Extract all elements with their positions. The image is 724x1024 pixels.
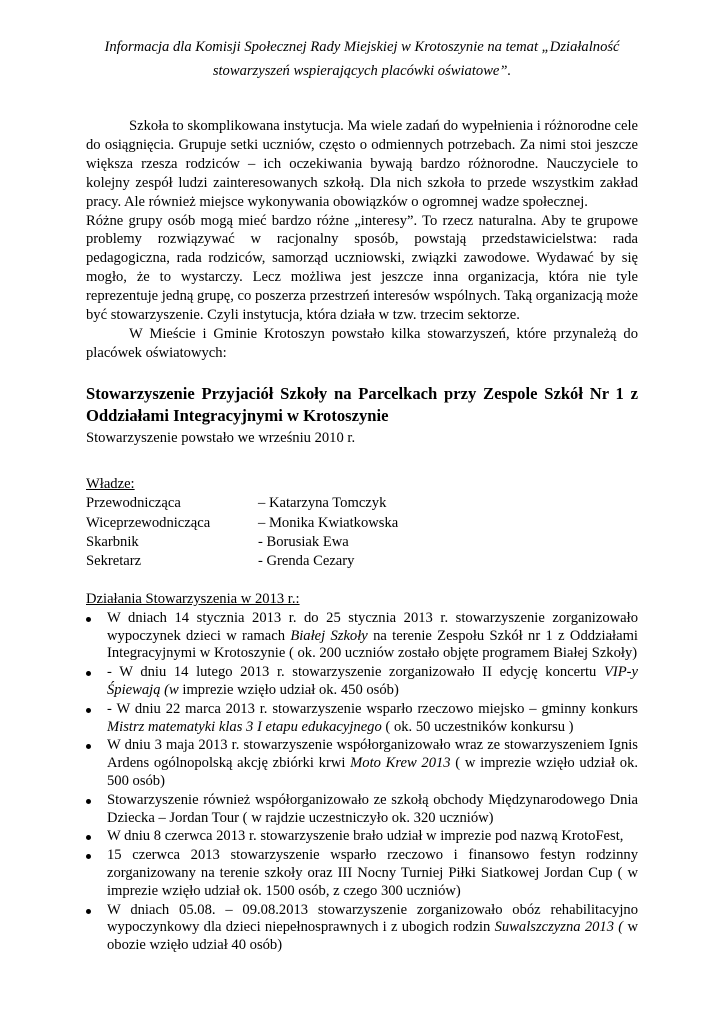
list-item bbox=[86, 664, 638, 700]
item-text: W dniu 8 czerwca 2013 r. stowarzyszenie brało udział w imprezie pod nazwą KrotoFest, bbox=[107, 828, 624, 845]
bullet-icon bbox=[86, 854, 91, 859]
authority-name: – Katarzyna Tomczyk bbox=[258, 495, 387, 512]
authority-row bbox=[86, 514, 398, 533]
item-text: - W dniu 22 marca 2013 r. stowarzyszenie wsparło rzeczowo miejsko – gminny konkurs bbox=[107, 700, 638, 717]
item-italic-text: Białej Szkoły bbox=[290, 627, 368, 644]
activities-list bbox=[86, 610, 638, 955]
list-item bbox=[86, 737, 638, 790]
item-text: W dniach 14 stycznia 2013 r. do 25 stycznia 2013 r. stowarzyszenie zorganizowało wypoczynek dzieci w ramach bbox=[107, 609, 638, 644]
item-text-end: ( w imprezie wzięło udział ok. 500 osób) bbox=[107, 755, 639, 789]
bullet-icon bbox=[86, 909, 91, 914]
list-item bbox=[86, 792, 638, 828]
authority-row bbox=[86, 552, 398, 571]
activities-title: Działania Stowarzyszenia w 2013 r.: bbox=[86, 591, 300, 607]
authority-role: Wiceprzewodnicząca bbox=[86, 514, 211, 531]
bullet-icon bbox=[86, 671, 91, 676]
authority-row bbox=[86, 533, 398, 552]
founded-date: Stowarzyszenie powstało we wrześniu 2010 r. bbox=[86, 430, 356, 446]
list-item bbox=[86, 902, 638, 955]
intro-section bbox=[86, 117, 638, 363]
intro-paragraph-1: Szkoła to skomplikowana instytucja. Ma wiele zadań do wypełnienia i różnorodne cele do osiągnięcia. Grupuje setki uczniów, często o odmiennych potrzebach. Za nimi stoi jeszcze większa rzesza rodziców – ich oczekiwania bywają bardzo różnorodne. Nauczyciele to kolejny zespół ludzi zainteresowanych szkołą. Dla nich szkoła to przede wszystkim zakład pracy. Ale również miejsce wykonywania obowiązków o ogromnej wadze społecznej. bbox=[86, 118, 639, 210]
list-item bbox=[86, 701, 638, 737]
item-text: 15 czerwca 2013 stowarzyszenie wsparło rzeczowo i finansowo festyn rodzinny zorganizowany na terenie szkoły oraz III Nocny Turniej Piłki Siatkowej Jordan Cup ( w imprezie wzięło udział ok. 1500 osób, z czego 300 uczniów) bbox=[107, 847, 638, 899]
bullet-icon bbox=[86, 617, 91, 622]
bullet-icon bbox=[86, 708, 91, 713]
item-italic-text: Suwalszczyzna 2013 ( bbox=[494, 919, 624, 936]
item-text-end: imprezie wzięło udział ok. 450 osób) bbox=[182, 681, 399, 698]
intro-paragraph-2: Różne grupy osób mogą mieć bardzo różne „interesy”. To rzecz naturalna. Aby te grupowe problemy rozwiązywać w racjonalny sposób, powstają przedstawicielstwa: rada pedagogiczna, rada rodziców, samorząd uczniowski, związki zawodowe. Wydawać by się mogło, że to wystarczy. Lecz możliwa jest jeszcze inna organizacja, która nie tyle reprezentuje jedną grupę, co poszerza przestrzeń interesów wspólnych. Taką organizacją może być stowarzyszenie. Czyli instytucja, która działa w tzw. trzecim sektorze. bbox=[86, 212, 638, 324]
list-item bbox=[86, 828, 638, 846]
authority-row bbox=[86, 494, 398, 513]
item-italic-text: Moto Krew 2013 bbox=[350, 755, 451, 772]
item-text-end: na terenie Zespołu Szkół nr 1 z Oddziałami Integracyjnymi w Krotoszynie ( ok. 200 uczniów zostało objęte programem Białej Szkoły) bbox=[107, 627, 638, 662]
item-italic-text: VIP-y Śpiewają (w bbox=[107, 664, 638, 698]
document-header bbox=[86, 35, 638, 83]
item-text-end: w obozie wzięło udział 40 osób) bbox=[107, 919, 638, 954]
authority-role: Sekretarz bbox=[86, 553, 142, 570]
bullet-icon bbox=[86, 799, 91, 804]
authority-name: - Grenda Cezary bbox=[258, 553, 355, 570]
item-text: W dniu 3 maja 2013 r. stowarzyszenie współorganizowało wraz ze stowarzyszeniem Ignis Ardens ogólnopolską akcję zbiórki krwi bbox=[107, 737, 638, 772]
header-line-1: Informacja dla Komisji Społecznej Rady Miejskiej w Krotoszynie na temat „Działalność bbox=[104, 39, 620, 55]
item-text-end: ( ok. 50 uczestników konkursu ) bbox=[381, 718, 574, 735]
item-italic-text: Mistrz matematyki klas 3 I etapu edukacyjnego bbox=[107, 718, 382, 735]
authorities-block bbox=[86, 475, 398, 571]
activities-block bbox=[86, 591, 638, 955]
item-text: Stowarzyszenie również współorganizowało ze szkołą obchody Międzynarodowego Dnia Dziecka – Jordan Tour ( w rajdzie uczestniczyło ok. 320 uczniów) bbox=[107, 791, 638, 826]
item-text: - W dniu 14 lutego 2013 r. stowarzyszenie zorganizowało II edycję koncertu bbox=[107, 664, 604, 681]
header-line-2: stowarzyszeń wspierających placówki oświatowe”. bbox=[212, 63, 512, 79]
list-item bbox=[86, 610, 638, 663]
list-item bbox=[86, 847, 638, 900]
authorities-title: Władze: bbox=[86, 476, 135, 492]
authority-name: – Monika Kwiatkowska bbox=[258, 514, 399, 531]
bullet-icon bbox=[86, 744, 91, 749]
authority-role: Przewodnicząca bbox=[86, 495, 181, 512]
item-text: W dniach 05.08. – 09.08.2013 stowarzyszenie zorganizowało obóz rehabilitacyjno wypoczynkowy dla dzieci niepełnosprawnych i z ubogich rodzin bbox=[107, 901, 638, 936]
bullet-icon bbox=[86, 835, 91, 840]
intro-paragraph-3: W Mieście i Gminie Krotoszyn powstało kilka stowarzyszeń, które przynależą do placówek oświatowych: bbox=[86, 325, 638, 361]
authority-role: Skarbnik bbox=[86, 533, 139, 550]
authority-name: - Borusiak Ewa bbox=[258, 533, 349, 550]
association-title: Stowarzyszenie Przyjaciół Szkoły na Parcelkach przy Zespole Szkół Nr 1 z Oddziałami Integracyjnymi w Krotoszynie bbox=[86, 384, 638, 426]
